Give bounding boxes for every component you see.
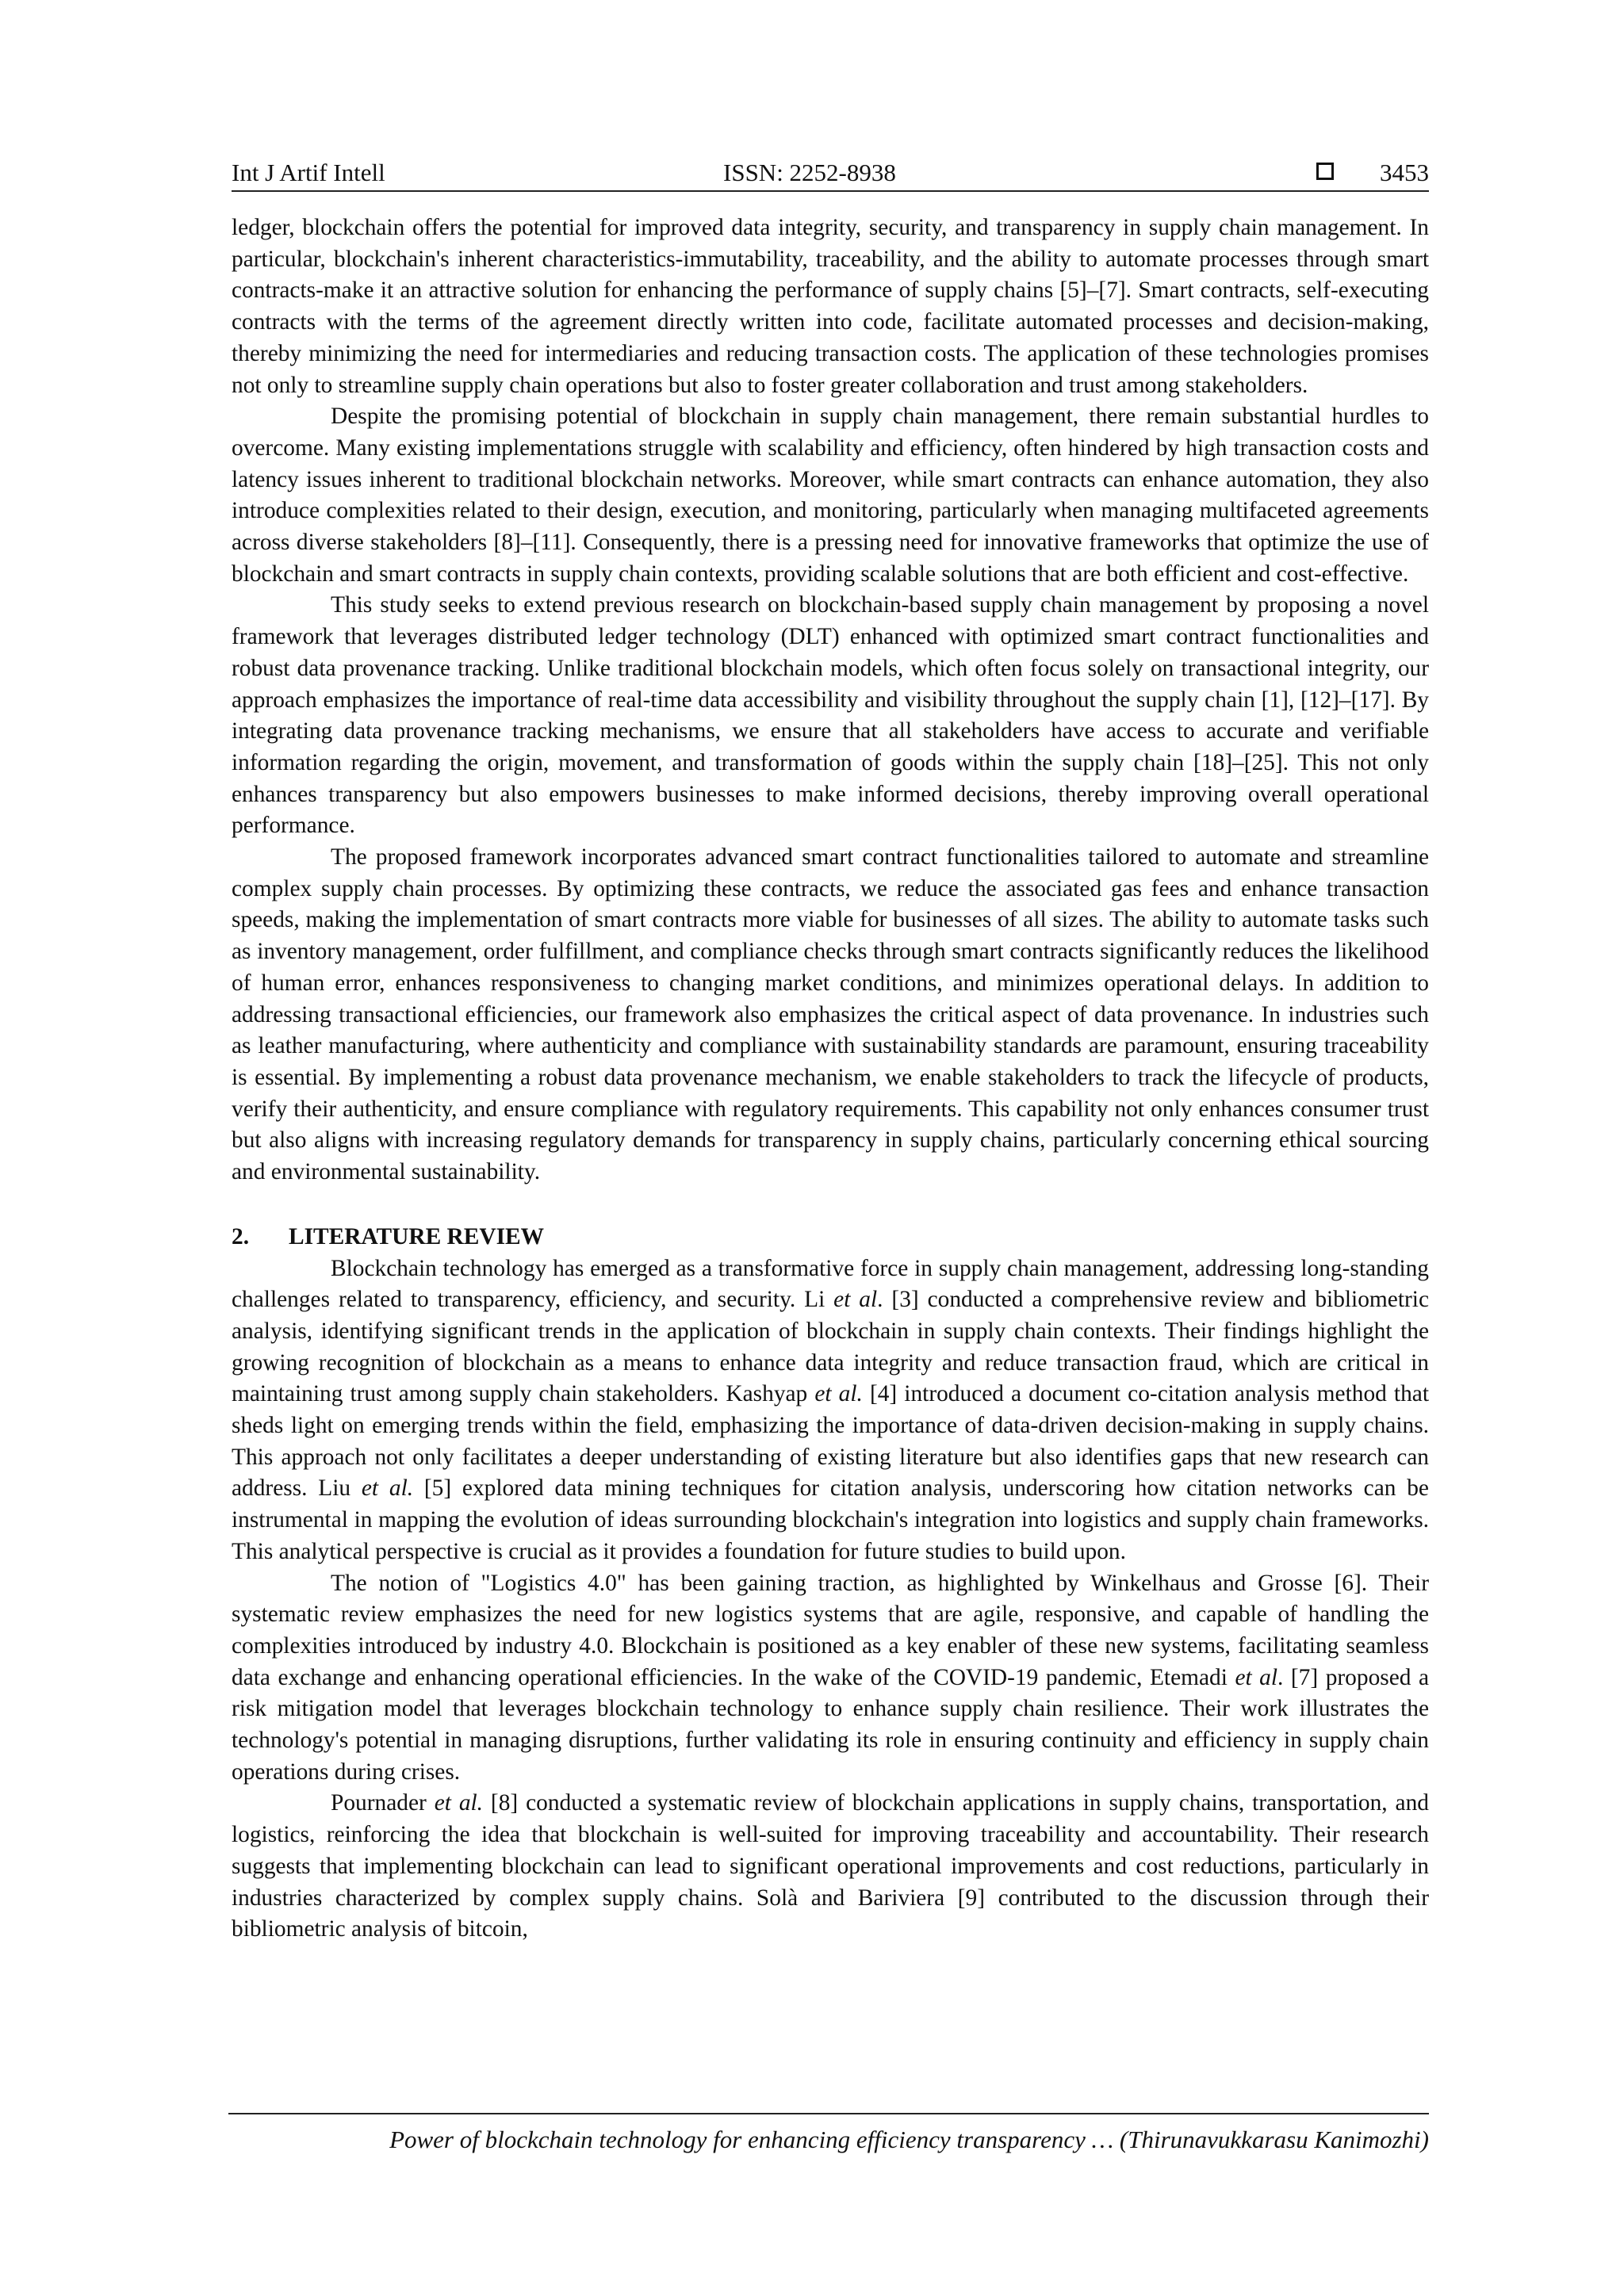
paragraph: This study seeks to extend previous research on blockchain-based supply chain management by proposing a novel framework that leverages distributed ledger technology (DLT) enhanced with optimized smart contract functionalities and robust data provenance tracking. Unlike traditional blockchain models, which often focus solely on transactional integrity, our approach emphasizes the importance of real-time data accessibility and visibility throughout the supply chain [1], [12]–[17]. By integrating data provenance tracking mechanisms, we ensure that all stakeholders have access to accurate and verifiable information regarding the origin, movement, and transformation of goods within the supply chain [18]–[25]. This not only enhances transparency but also empowers businesses to make informed decisions, thereby improving overall operational performance. [232, 592, 1429, 839]
page [232, 155, 1429, 1946]
running-footer [228, 2113, 1429, 2156]
section-number: 2. [232, 1223, 250, 1249]
footer-citation: Power of blockchain technology for enhancing efficiency transparency … (Thirunavukkarasu Kanimozhi) [389, 2126, 1429, 2153]
square-bullet-icon [1316, 163, 1334, 180]
journal-name: Int J Artif Intell [232, 159, 385, 186]
section-heading [232, 1222, 1429, 1253]
section-title: LITERATURE REVIEW [289, 1223, 545, 1249]
page-number: 3453 [1380, 159, 1429, 186]
issn: ISSN: 2252-8938 [723, 159, 896, 186]
paragraph: The proposed framework incorporates advanced smart contract functionalities tailored to automate and streamline complex supply chain processes. By optimizing these contracts, we reduce the associated gas fees and enhance transaction speeds, making the implementation of smart contracts more viable for businesses of all sizes. The ability to automate tasks such as inventory management, order fulfillment, and compliance checks through smart contracts significantly reduces the likelihood of human error, enhances responsiveness to changing market conditions, and minimizes operational delays. In addition to addressing transactional efficiencies, our framework also emphasizes the critical aspect of data provenance. In industries such as leather manufacturing, where authenticity and compliance with sustainability standards are paramount, ensuring traceability is essential. By implementing a robust data provenance mechanism, we enable stakeholders to track the lifecycle of products, verify their authenticity, and ensure compliance with regulatory requirements. This capability not only enhances consumer trust but also aligns with increasing regulatory demands for transparency in supply chains, particularly concerning ethical sourcing and environmental sustainability. [232, 844, 1429, 1185]
running-header [232, 155, 1429, 192]
paragraph: The notion of "Logistics 4.0" has been gaining traction, as highlighted by Winkelhaus and Grosse [6]. Their systematic review emphasizes the need for new logistics systems that are agile, responsive, and capable of handling the complexities introduced by industry 4.0. Blockchain is positioned as a key enabler of these new systems, facilitating seamless data exchange and enhancing operational efficiencies. In the wake of the COVID-19 pandemic, Etemadi et al. [7] proposed a risk mitigation model that leverages blockchain technology to enhance supply chain resilience. Their work illustrates the technology's potential in managing disruptions, further validating its role in ensuring continuity and efficiency in supply chain operations during crises. [232, 1570, 1430, 1785]
paragraph: Despite the promising potential of blockchain in supply chain management, there remain substantial hurdles to overcome. Many existing implementations struggle with scalability and efficiency, often hindered by high transaction costs and latency issues inherent to traditional blockchain networks. Moreover, while smart contracts can enhance automation, they also introduce complexities related to their design, execution, and monitoring, particularly when managing multifaceted agreements across diverse stakeholders [8]–[11]. Consequently, there is a pressing need for innovative frameworks that optimize the use of blockchain and smart contracts in supply chain contexts, providing scalable solutions that are both efficient and cost-effective. [232, 404, 1429, 587]
paragraph: ledger, blockchain offers the potential for improved data integrity, security, and transparency in supply chain management. In particular, blockchain's inherent characteristics-immutability, traceability, and the ability to automate processes through smart contracts-make it an attractive solution for enhancing the performance of supply chains [5]–[7]. Smart contracts, self-executing contracts with the terms of the agreement directly written into code, facilitate automated processes and decision-making, thereby minimizing the need for intermediaries and reducing transaction costs. The application of these technologies promises not only to streamline supply chain operations but also to foster greater collaboration and trust among stakeholders. [232, 215, 1429, 398]
paragraph: Pournader et al. [8] conducted a systematic review of blockchain applications in supply chains, transportation, and logistics, reinforcing the idea that blockchain is well-suited for improving traceability and accountability. Their research suggests that implementing blockchain can lead to significant operational improvements and cost reductions, particularly in industries characterized by complex supply chains. Solà and Bariviera [9] contributed to the discussion through their bibliometric analysis of bitcoin, [232, 1790, 1429, 1942]
article-body [232, 212, 1429, 1946]
paragraph: Blockchain technology has emerged as a transformative force in supply chain management, addressing long-standing challenges related to transparency, efficiency, and security. Li et al. [3] conducted a comprehensive review and bibliometric analysis, identifying significant trends in the application of blockchain in supply chain contexts. Their findings highlight the growing recognition of blockchain as a means to enhance data integrity and reduce transaction fraud, which are critical in maintaining trust among supply chain stakeholders. Kashyap et al. [4] introduced a document co-citation analysis method that sheds light on emerging trends within the field, emphasizing the importance of data-driven decision-making in supply chains. This approach not only facilitates a deeper understanding of existing literature but also identifies gaps that new research can address. Liu et al. [5] explored data mining techniques for citation analysis, underscoring how citation networks can be instrumental in mapping the evolution of ideas surrounding blockchain's integration into logistics and supply chain frameworks. This analytical perspective is crucial as it provides a foundation for future studies to build upon. [232, 1255, 1429, 1564]
